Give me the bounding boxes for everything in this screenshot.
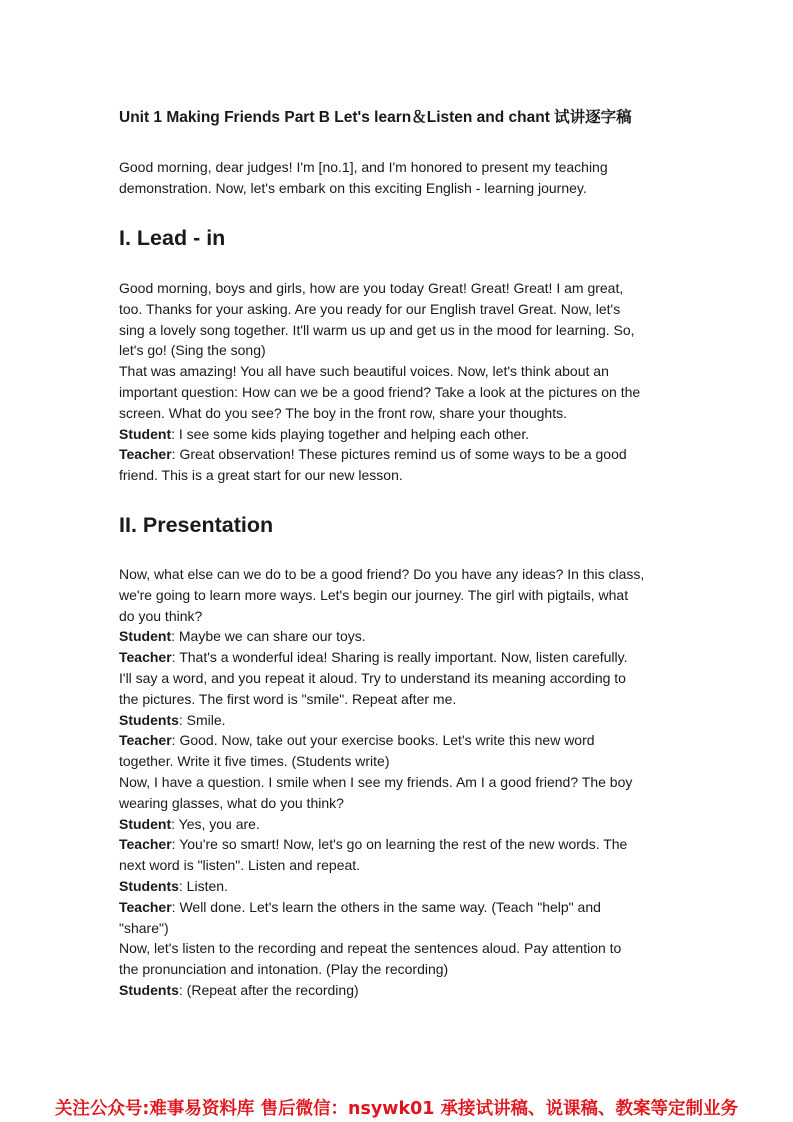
- dialogue-line: [119, 834, 679, 855]
- text-line: [119, 751, 679, 772]
- dialogue-line: [119, 897, 679, 918]
- text-line: [119, 772, 679, 793]
- line-text: : Smile.: [178, 711, 226, 728]
- line-text: : Yes, you are.: [171, 815, 260, 832]
- text-line: [119, 403, 679, 424]
- line-text: too. Thanks for your asking. Are you ready for our English travel Great. Now, let's: [119, 300, 621, 317]
- text-line: [119, 855, 679, 876]
- section-body-presentation: [119, 564, 679, 1001]
- text-line: [119, 793, 679, 814]
- line-text: next word is "listen". Listen and repeat.: [119, 857, 361, 874]
- line-text: Good morning, boys and girls, how are you today Great! Great! Great! I am great,: [119, 280, 624, 296]
- speaker-label: Students: [119, 981, 179, 998]
- text-line: [119, 959, 679, 980]
- dialogue-line: [119, 814, 679, 835]
- intro-line: demonstration. Now, let's embark on this exciting English - learning journey.: [119, 179, 587, 196]
- line-text: : You're so smart! Now, let's go on learning the rest of the new words. The: [171, 836, 628, 853]
- text-line: [119, 689, 679, 710]
- line-text: : Maybe we can share our toys.: [171, 628, 366, 645]
- text-line: [119, 278, 679, 299]
- line-text: Now, I have a question. I smile when I see my friends. Am I a good friend? The boy: [119, 773, 633, 790]
- line-text: : Listen.: [178, 877, 228, 894]
- line-text: I'll say a word, and you repeat it aloud. Try to understand its meaning according to: [119, 669, 626, 686]
- section-heading-presentation: II. Presentation: [119, 513, 274, 537]
- text-line: [119, 299, 679, 320]
- line-text: Now, what else can we do to be a good friend? Do you have any ideas? In this class,: [119, 566, 645, 582]
- text-line: [119, 361, 679, 382]
- section-heading-lead-in: I. Lead - in: [119, 226, 226, 250]
- speaker-label: Teacher: [119, 649, 172, 666]
- line-text: friend. This is a great start for our new lesson.: [119, 467, 403, 484]
- text-line: [119, 606, 679, 627]
- document-title: Unit 1 Making Friends Part B Let's learn＆Listen and chant 试讲逐字稿: [119, 109, 632, 126]
- line-text: : (Repeat after the recording): [178, 981, 359, 998]
- speaker-label: Student: [119, 425, 172, 442]
- intro-line: Good morning, dear judges! I'm [no.1], and I'm honored to present my teaching: [119, 159, 608, 175]
- line-text: screen. What do you see? The boy in the front row, share your thoughts.: [119, 404, 567, 421]
- line-text: : I see some kids playing together and helping each other.: [171, 425, 530, 442]
- intro-paragraph: [119, 157, 679, 199]
- speaker-label: Teacher: [119, 898, 172, 915]
- text-line: [119, 564, 679, 585]
- text-line: [119, 585, 679, 606]
- line-text: sing a lovely song together. It'll warm us up and get us in the mood for learning. So,: [119, 321, 635, 338]
- line-text: together. Write it five times. (Students write): [119, 753, 390, 770]
- text-line: [119, 465, 679, 486]
- speaker-label: Student: [119, 628, 172, 645]
- dialogue-line: [119, 626, 679, 647]
- speaker-label: Student: [119, 815, 172, 832]
- line-text: : Great observation! These pictures remind us of some ways to be a good: [171, 446, 627, 463]
- line-text: do you think?: [119, 607, 203, 624]
- line-text: : Good. Now, take out your exercise books. Let's write this new word: [171, 732, 595, 749]
- speaker-label: Teacher: [119, 732, 172, 749]
- dialogue-line: [119, 876, 679, 897]
- text-line: [119, 668, 679, 689]
- line-text: wearing glasses, what do you think?: [119, 794, 344, 811]
- text-line: [119, 938, 679, 959]
- dialogue-line: [119, 710, 679, 731]
- text-line: [119, 382, 679, 403]
- line-text: the pronunciation and intonation. (Play the recording): [119, 961, 449, 978]
- dialogue-line: [119, 424, 679, 445]
- line-text: we're going to learn more ways. Let's begin our journey. The girl with pigtails, what: [119, 586, 629, 603]
- section-body-lead-in: [119, 278, 679, 486]
- line-text: important question: How can we be a good friend? Take a look at the pictures on the: [119, 383, 641, 400]
- dialogue-line: [119, 444, 679, 465]
- line-text: let's go! (Sing the song): [119, 342, 266, 359]
- text-line: [119, 320, 679, 341]
- line-text: the pictures. The first word is "smile". Repeat after me.: [119, 690, 457, 707]
- speaker-label: Students: [119, 711, 179, 728]
- line-text: That was amazing! You all have such beautiful voices. Now, let's think about an: [119, 363, 609, 380]
- dialogue-line: [119, 980, 679, 1001]
- dialogue-line: [119, 647, 679, 668]
- speaker-label: Students: [119, 877, 179, 894]
- promo-footer-banner: 关注公众号:难事易资料库 售后微信：nsywk01 承接试讲稿、说课稿、教案等定制业务: [54, 1099, 739, 1119]
- line-text: Now, let's listen to the recording and repeat the sentences aloud. Pay attention to: [119, 940, 622, 957]
- line-text: : Well done. Let's learn the others in the same way. (Teach "help" and: [171, 898, 601, 915]
- line-text: "share"): [119, 919, 169, 936]
- text-line: [119, 340, 679, 361]
- speaker-label: Teacher: [119, 446, 172, 463]
- line-text: : That's a wonderful idea! Sharing is really important. Now, listen carefully.: [171, 649, 628, 666]
- text-line: [119, 918, 679, 939]
- dialogue-line: [119, 730, 679, 751]
- speaker-label: Teacher: [119, 836, 172, 853]
